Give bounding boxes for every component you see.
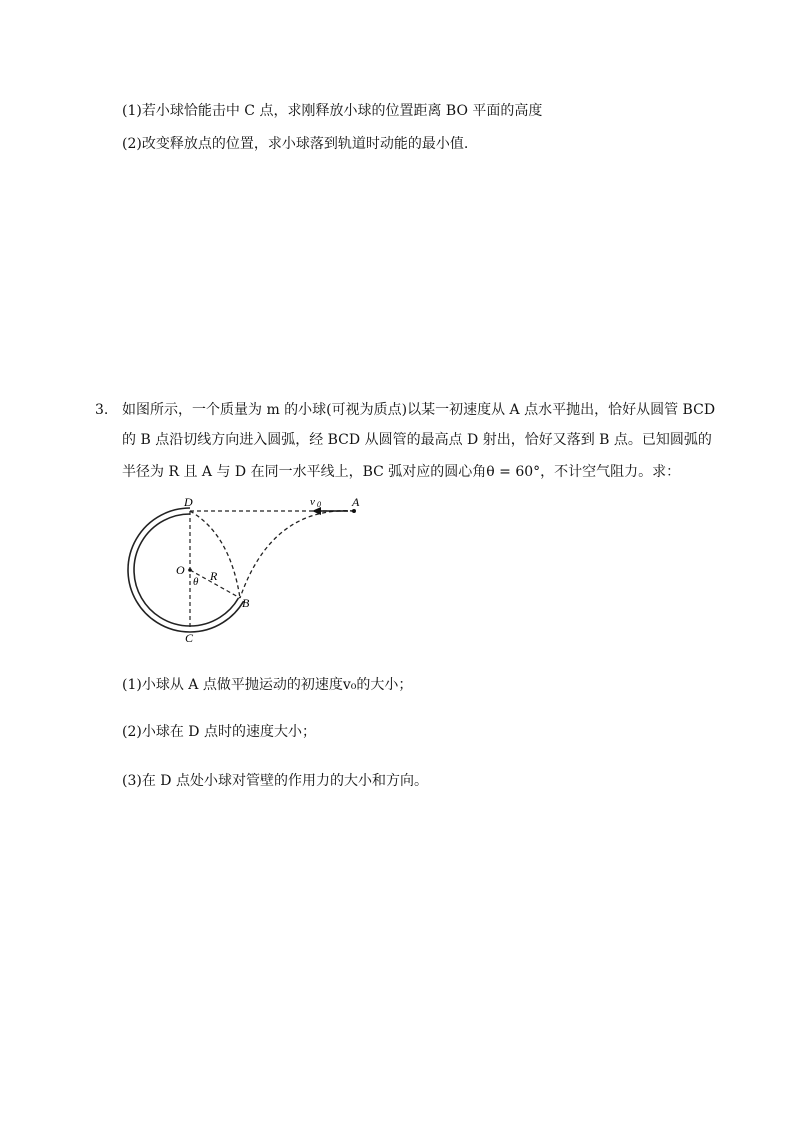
label-v0: v [310,496,315,508]
prev-subquestion-1: (1)若小球恰能击中 C 点，求刚释放小球的位置距离 BO 平面的高度 [122,103,543,119]
point-o [188,568,192,572]
prev-subquestion-2: (2)改变释放点的位置，求小球落到轨道时动能的最小值. [122,136,469,152]
label-theta: θ [193,576,199,588]
label-c: C [185,631,194,644]
trajectory-a-to-b [240,511,354,598]
label-d: D [184,495,193,509]
question-text-line-1: 如图所示，一个质量为 m 的小球(可视为质点)以某一初速度从 A 点水平抛出，恰好从圆管 BCD [122,402,716,418]
point-a [352,509,356,513]
tube-inner-arc [134,514,238,626]
label-r: R [210,569,218,583]
subquestion-2: (2)小球在 D 点时的速度大小； [122,724,316,740]
label-v0-subscript: 0 [317,500,321,509]
question-text-line-2: 的 B 点沿切线方向进入圆弧，经 BCD 从圆管的最高点 D 射出，恰好又落到 B 点。已知圆弧的 [122,432,712,448]
question-number: 3. [95,402,109,418]
physics-diagram [122,494,372,644]
subquestion-3: (3)在 D 点处小球对管壁的作用力的大小和方向。 [122,773,428,789]
label-b: B [242,596,250,610]
label-a: A [352,495,360,509]
label-o: O [176,563,185,577]
question-text-line-3: 半径为 R 且 A 与 D 在同一水平线上，BC 弧对应的圆心角θ = 60°，不计空气阻力。求： [122,464,681,480]
subquestion-1: (1)小球从 A 点做平抛运动的初速度v₀的大小； [122,677,413,693]
